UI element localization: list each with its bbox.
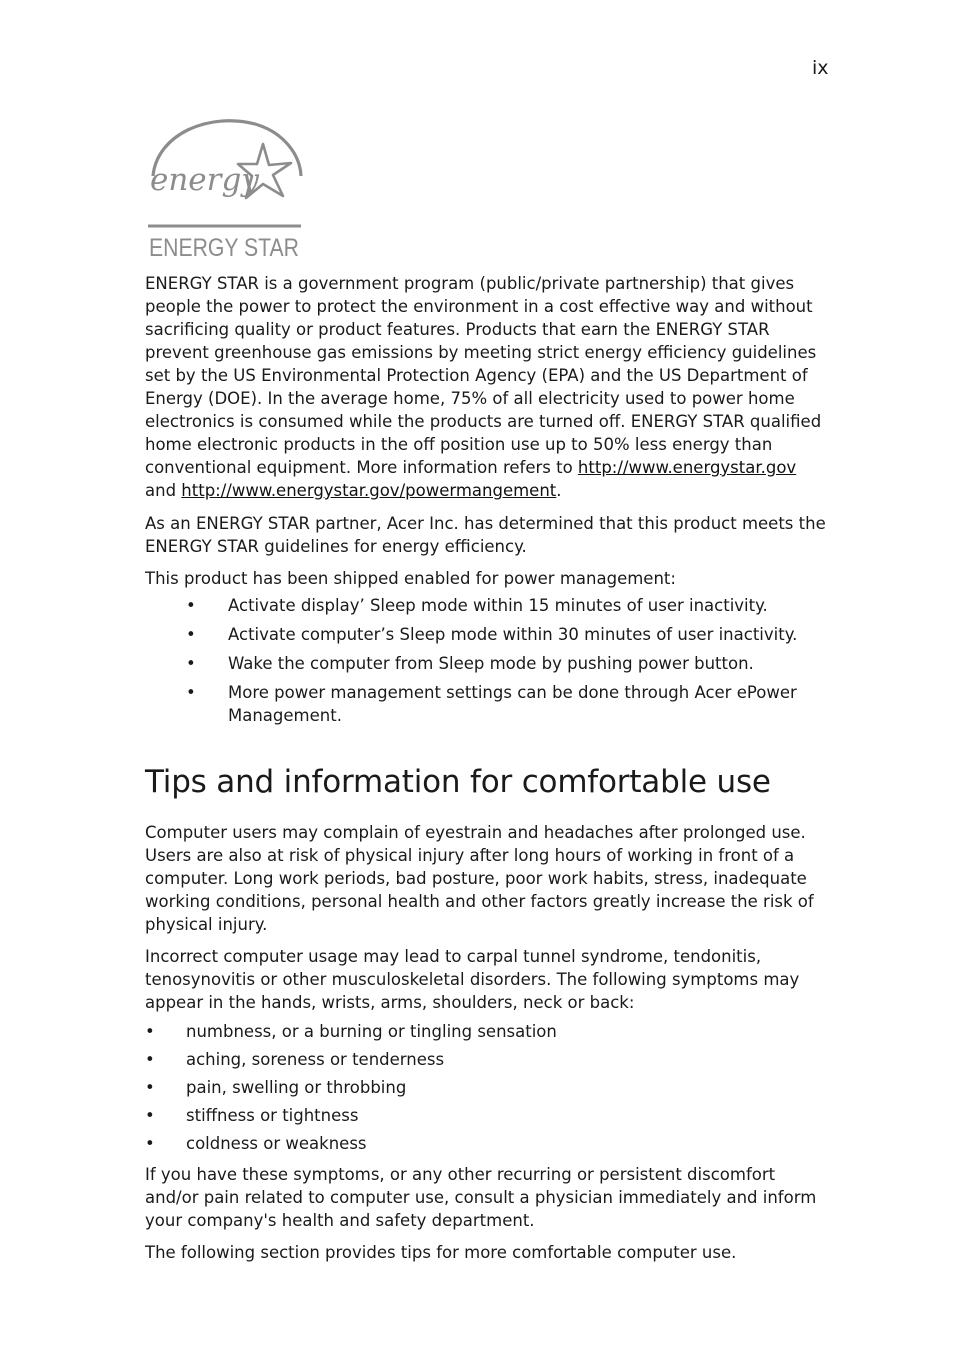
energy-star-icon: [145, 116, 305, 262]
bullet-icon: •: [145, 1134, 155, 1153]
svg-text:energy: energy: [150, 162, 259, 198]
tips-paragraph-3: If you have these symptoms, or any other recurring or persistent discomfort and/or pain related to computer use, consult a physician immediately and inform your company's health and safety department.: [145, 1165, 817, 1230]
period-text: .: [556, 481, 562, 500]
bullet-icon: •: [186, 683, 196, 702]
and-text: and: [145, 481, 177, 500]
list-item-text: coldness or weakness: [186, 1134, 367, 1153]
list-item-text: stiffness or tightness: [186, 1106, 359, 1125]
list-item: [145, 1132, 830, 1155]
symptoms-list: [145, 1020, 830, 1155]
section-heading: Tips and information for comfortable use: [145, 764, 771, 800]
energy-star-partner-paragraph: As an ENERGY STAR partner, Acer Inc. has determined that this product meets the ENERGY STAR guidelines for energy efficiency.: [145, 514, 826, 556]
list-item: [145, 594, 830, 617]
list-item-text: Activate display’ Sleep mode within 15 minutes of user inactivity.: [228, 596, 768, 615]
bullet-icon: •: [145, 1050, 155, 1069]
list-item: [145, 1076, 830, 1099]
tips-paragraph-4: The following section provides tips for more comfortable computer use.: [145, 1243, 737, 1262]
energystar-powermanagement-link[interactable]: http://www.energystar.gov/powermangement: [181, 481, 557, 500]
list-item: [145, 623, 830, 646]
bullet-icon: •: [145, 1078, 155, 1097]
power-management-paragraph: This product has been shipped enabled for power management:: [145, 569, 676, 588]
tips-paragraph-1: Computer users may complain of eyestrain and headaches after prolonged use. Users are also at risk of physical injury after long hours of working in front of a computer. Long work periods, bad posture, poor work habits, stress, inadequate working conditions, personal health and other factors greatly increase the risk of physical injury.: [145, 823, 814, 934]
list-item-text: aching, soreness or tenderness: [186, 1050, 445, 1069]
energystar-link[interactable]: http://www.energystar.gov: [577, 458, 797, 477]
energy-star-logo: [145, 116, 305, 262]
svg-text:ENERGY STAR: ENERGY STAR: [149, 234, 299, 262]
list-item-text: Wake the computer from Sleep mode by pushing power button.: [228, 654, 754, 673]
content: [145, 272, 830, 1273]
list-item: [145, 1104, 830, 1127]
list-item: [145, 1048, 830, 1071]
bullet-icon: •: [145, 1106, 155, 1125]
bullet-icon: •: [145, 1022, 155, 1041]
page-number: ix: [812, 57, 829, 79]
list-item: [145, 652, 830, 675]
list-item-text: pain, swelling or throbbing: [186, 1078, 407, 1097]
list-item: [145, 681, 830, 727]
power-management-list: [145, 594, 830, 727]
tips-paragraph-2: Incorrect computer usage may lead to carpal tunnel syndrome, tendonitis, tenosynovitis or other musculoskeletal disorders. The following symptoms may appear in the hands, wrists, arms, shoulders, neck or back:: [145, 947, 800, 1012]
list-item-text: More power management settings can be done through Acer ePower Management.: [228, 683, 797, 725]
bullet-icon: •: [186, 654, 196, 673]
list-item-text: Activate computer’s Sleep mode within 30 minutes of user inactivity.: [228, 625, 798, 644]
energy-star-intro-text: ENERGY STAR is a government program (public/private partnership) that gives people the power to protect the environment in a cost effective way and without sacrificing quality or product features. Products that earn the ENERGY STAR prevent greenhouse gas emissions by meeting strict energy efficiency guidelines set by the US Environmental Protection Agency (EPA) and the US Department of Energy (DOE). In the average home, 75% of all electricity used to power home electronics is consumed while the products are turned off. ENERGY STAR qualified home electronic products in the off position use up to 50% less energy than conventional equipment. More information refers to: [145, 274, 822, 477]
bullet-icon: •: [186, 625, 196, 644]
list-item: [145, 1020, 830, 1043]
energy-star-intro-paragraph: [145, 272, 830, 502]
list-item-text: numbness, or a burning or tingling sensation: [186, 1022, 557, 1041]
bullet-icon: •: [186, 596, 196, 615]
